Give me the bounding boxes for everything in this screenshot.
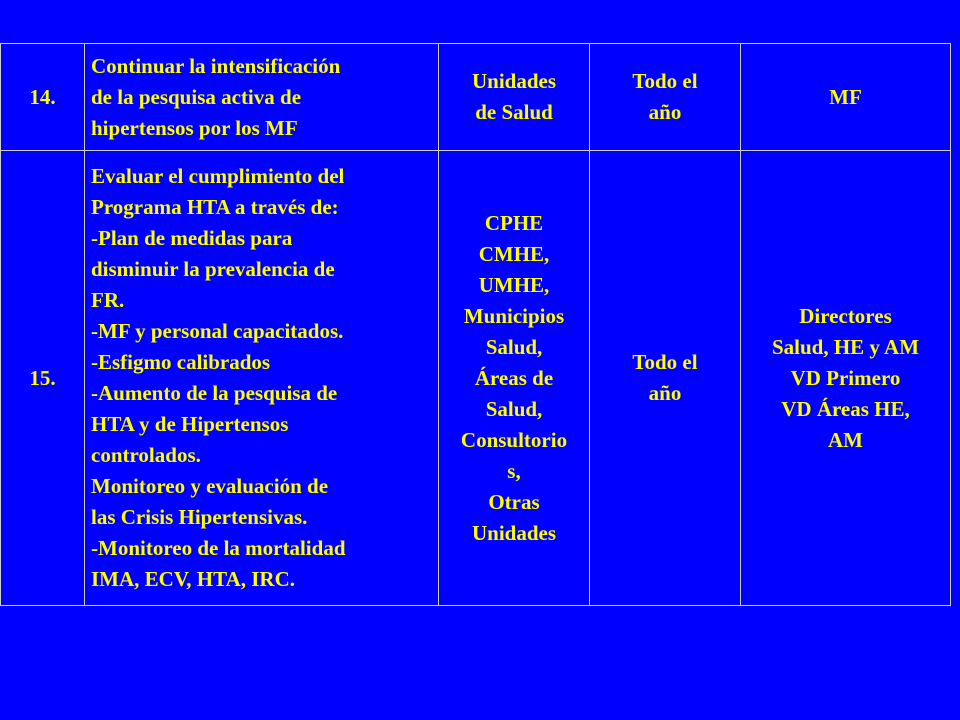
activity-line: -Esfigmo calibrados [91,350,271,374]
action-plan-table [0,43,951,606]
units-line: CPHE [484,210,544,235]
units-line: UMHE, [478,272,550,297]
units-line: CMHE, [478,241,550,266]
activity-line: FR. [91,288,125,312]
units-cell [439,44,590,151]
responsible-line: Directores [799,303,892,328]
responsible-line: VD Primero [790,365,901,390]
activity-line: -MF y personal capacitados. [91,319,344,343]
responsible-line: Salud, HE y AM [771,334,920,359]
responsible-cell [741,44,951,151]
units-line: Salud, [485,396,543,421]
units-line: Municipios [463,303,565,328]
table-row [1,44,951,151]
activity-line: -Plan de medidas para [91,226,293,250]
activity-line: -Aumento de la pesquisa de [91,381,338,405]
activity-line: disminuir la prevalencia de [91,257,335,281]
responsible-line: AM [828,427,863,452]
activity-line: HTA y de Hipertensos [91,412,289,436]
period-line: año [648,100,682,124]
table-row [1,151,951,606]
units-cell [439,151,590,606]
responsible-cell [741,151,951,606]
activity-line: hipertensos por los MF [91,115,298,140]
units-line: Otras [488,489,540,514]
activity-line: las Crisis Hipertensivas. [91,505,308,529]
row-number-cell: 14. [1,44,85,151]
activity-line: de la pesquisa activa de [91,84,302,109]
units-line: de Salud [475,100,553,124]
activity-cell [85,44,439,151]
activity-line: IMA, ECV, HTA, IRC. [91,567,295,591]
units-line: Unidades [471,520,557,545]
period-cell [590,44,741,151]
period-line: año [648,381,682,405]
units-line: Áreas de [474,365,554,390]
responsible-line: VD Áreas HE, [781,396,910,421]
activity-line: -Monitoreo de la mortalidad [91,536,346,560]
activity-line: Continuar la intensificación [91,53,341,78]
activity-line: controlados. [91,443,201,467]
activity-line: Evaluar el cumplimiento del [91,164,345,188]
activity-line: Monitoreo y evaluación de [91,474,329,498]
units-line: Salud, [485,334,543,359]
activity-line: Programa HTA a través de: [91,195,339,219]
period-line: Todo el [632,350,698,374]
units-line: s, [507,458,521,483]
row-number-cell: 15. [1,151,85,606]
period-line: Todo el [632,69,698,93]
period-cell [590,151,741,606]
units-line: Unidades [471,69,557,93]
responsible-line: MF [829,84,862,109]
units-line: Consultorio [460,427,568,452]
activity-cell [85,151,439,606]
